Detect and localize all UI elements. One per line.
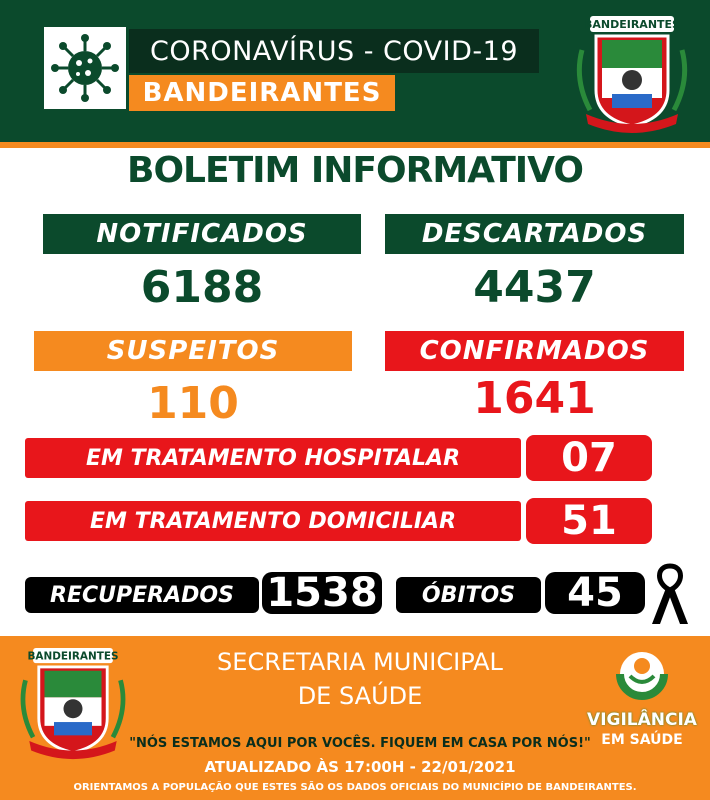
descartados-label: DESCARTADOS <box>385 214 684 254</box>
secretaria-line1: SECRETARIA MUNICIPAL <box>217 648 503 676</box>
recuperados-value: 1538 <box>262 572 382 614</box>
header-stripe <box>0 142 710 148</box>
footer-city-crest-icon <box>16 642 130 766</box>
hospitalar-value: 07 <box>526 435 652 481</box>
secretaria-line2: DE SAÚDE <box>297 682 423 710</box>
recuperados-label: RECUPERADOS <box>25 577 259 613</box>
suspeitos-label: SUSPEITOS <box>34 331 352 371</box>
crest-city-text: BANDEIRANTES <box>584 18 680 31</box>
obitos-label: ÓBITOS <box>396 577 541 613</box>
obitos-value: 45 <box>545 572 645 614</box>
vigilancia-line1: VIGILÂNCIA <box>587 710 697 730</box>
city-name: BANDEIRANTES <box>129 75 395 111</box>
virus-icon <box>44 27 126 109</box>
official-notice: ORIENTAMOS A POPULAÇÃO QUE ESTES SÃO OS DADOS OFICIAIS DO MUNICÍPIO DE BANDEIRANTES. <box>73 782 637 793</box>
notificados-label: NOTIFICADOS <box>43 214 361 254</box>
footer-quote: "NÓS ESTAMOS AQUI POR VOCÊS. FIQUEM EM CASA POR NÓS!" <box>129 736 591 751</box>
city-crest-icon <box>572 10 692 140</box>
vigilancia-line2: EM SAÚDE <box>601 732 683 748</box>
domiciliar-value: 51 <box>526 498 652 544</box>
mourning-ribbon-icon <box>648 562 692 628</box>
notificados-value: 6188 <box>140 262 264 313</box>
hospitalar-label: EM TRATAMENTO HOSPITALAR <box>25 438 521 478</box>
updated-timestamp: ATUALIZADO ÀS 17:00H - 22/01/2021 <box>204 758 516 776</box>
footer-crest-city-text: BANDEIRANTES <box>27 650 119 663</box>
confirmados-value: 1641 <box>473 373 596 424</box>
bulletin-heading: BOLETIM INFORMATIVO <box>127 150 583 191</box>
page-title: CORONAVÍRUS - COVID-19 <box>129 29 539 73</box>
confirmados-label: CONFIRMADOS <box>385 331 684 371</box>
suspeitos-value: 110 <box>147 378 239 429</box>
domiciliar-label: EM TRATAMENTO DOMICILIAR <box>25 501 521 541</box>
descartados-value: 4437 <box>473 262 596 313</box>
